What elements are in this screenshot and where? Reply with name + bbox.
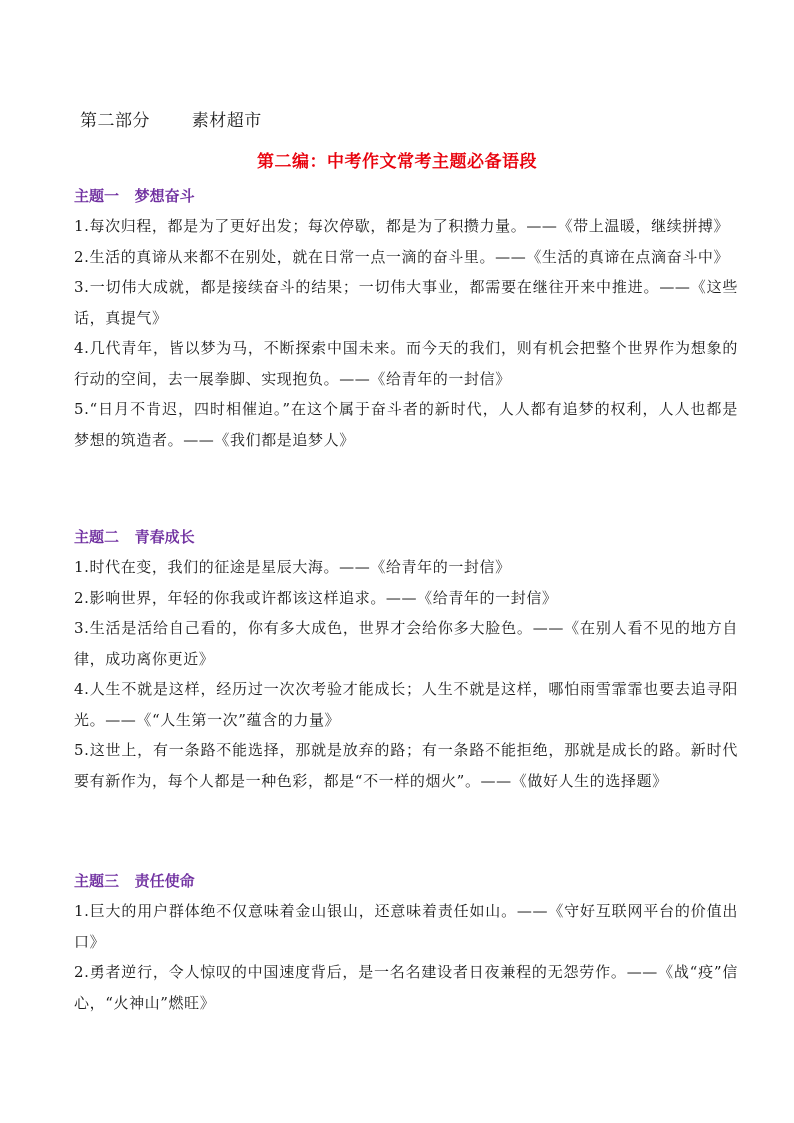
list-item: 2.勇者逆行，令人惊叹的中国速度背后，是一名名建设者日夜兼程的无怨劳作。——《战“疫”信心，“火神山”燃旺》 [74, 963, 738, 1012]
section-youth-growth [74, 522, 738, 796]
list-item: 5.“日月不肯迟，四时相催迫。”在这个属于奋斗者的新时代，人人都有追梦的权利，人人也都是梦想的筑造者。——《我们都是追梦人》 [74, 400, 738, 449]
list-item: 2.生活的真谛从来都不在别处，就在日常一点一滴的奋斗里。——《生活的真谛在点滴奋斗中》 [74, 247, 730, 266]
theme-heading: 主题一 梦想奋斗 [74, 187, 195, 205]
section-responsibility-mission [74, 866, 738, 1018]
list-item: 1.每次归程，都是为了更好出发；每次停歇，都是为了积攒力量。——《带上温暖，继续拼搏》 [74, 217, 730, 235]
list-item: 3.生活是活给自己看的，你有多大成色，世界才会给你多大脸色。——《在别人看不见的地方自律，成功离你更近》 [74, 619, 738, 668]
list-item: 1.巨大的用户群体绝不仅意味着金山银山，还意味着责任如山。——《守好互联网平台的价值出口》 [74, 902, 738, 951]
list-item: 2.影响世界，年轻的你我或许都该这样追求。——《给青年的一封信》 [74, 588, 558, 607]
list-item: 4.几代青年，皆以梦为马，不断探索中国未来。而今天的我们，则有机会把整个世界作为想象的行动的空间，去一展拳脚、实现抱负。——《给青年的一封信》 [74, 339, 738, 388]
theme-heading: 主题三 责任使命 [74, 872, 195, 890]
list-item: 4.人生不就是这样，经历过一次次考验才能成长；人生不就是这样，哪怕雨雪霏霏也要去追寻阳光。——《“人生第一次”蕴含的力量》 [74, 680, 738, 729]
part-title: 第二部分 素材超市 [80, 111, 262, 131]
chapter-title: 第二编：中考作文常考主题必备语段 [257, 152, 537, 172]
list-item: 3.一切伟大成就，都是接续奋斗的结果；一切伟大事业，都需要在继往开来中推进。——《这些话，真提气》 [74, 278, 738, 327]
list-item: 5.这世上，有一条路不能选择，那就是放弃的路；有一条路不能拒绝，那就是成长的路。新时代要有新作为，每个人都是一种色彩，都是“不一样的烟火”。——《做好人生的选择题》 [74, 741, 738, 790]
section-dream-struggle [74, 181, 738, 455]
list-item: 1.时代在变，我们的征途是星辰大海。——《给青年的一封信》 [74, 558, 511, 576]
theme-heading: 主题二 青春成长 [74, 528, 195, 546]
